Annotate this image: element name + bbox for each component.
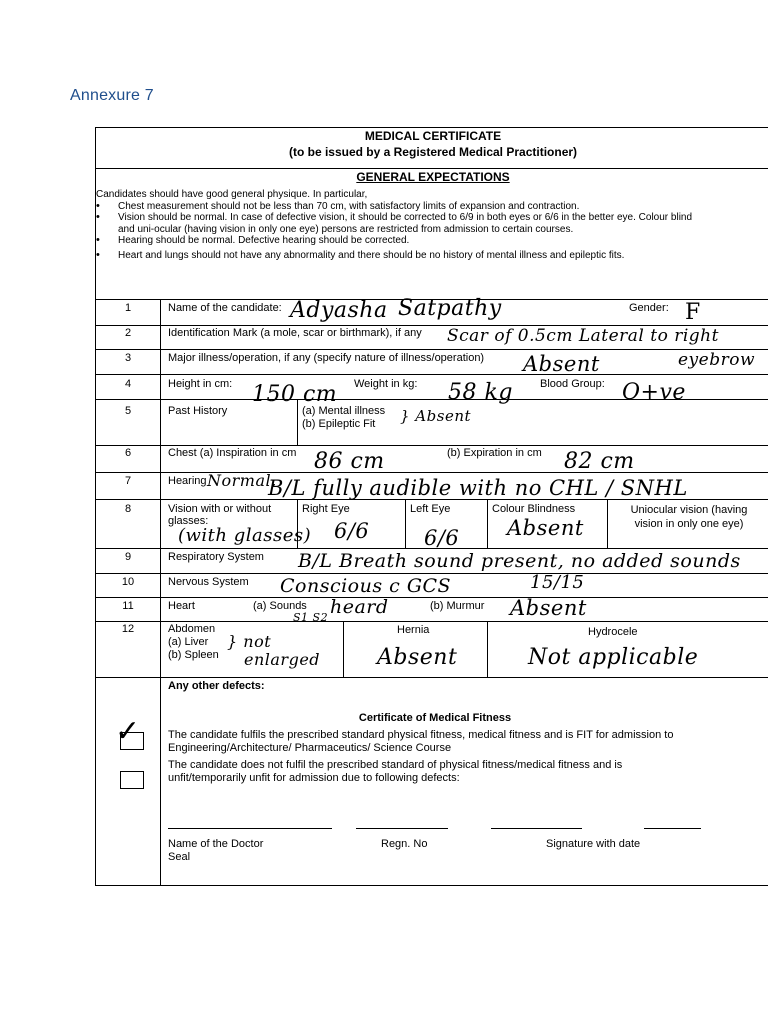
- unfit-statement-line2: unfit/temporarily unfit for admission due to following defects:: [168, 772, 460, 784]
- handwritten-murmur: Absent: [510, 596, 587, 620]
- row-number: 12: [121, 623, 135, 635]
- expectation-item: • Chest measurement should not be less than 70 cm, with satisfactory limits of expansion and contraction.: [96, 201, 736, 213]
- fit-statement: The candidate fulfils the prescribed standard physical fitness, medical fitness and is FIT for admission to: [168, 729, 674, 741]
- divider: [95, 168, 768, 169]
- divider: [95, 445, 768, 446]
- number-column-divider: [160, 299, 161, 886]
- row-number: 9: [124, 551, 132, 563]
- handwritten-respiratory: B/L Breath sound present, no added sounds: [298, 550, 741, 572]
- handwritten-illness: Absent: [523, 352, 600, 376]
- form-subtitle: (to be issued by a Registered Medical Practitioner): [288, 145, 578, 159]
- colour-blindness-label: Colour Blindness: [492, 503, 576, 515]
- row-number: 5: [124, 405, 132, 417]
- expectation-item-continued: and uni-ocular (having vision in only one eye) persons are restricted from admission to certain courses.: [118, 223, 574, 235]
- divider: [95, 621, 768, 622]
- handwritten-last-name: Satpathy: [398, 296, 502, 321]
- chest-inspiration-label: Chest (a) Inspiration in cm: [168, 447, 297, 459]
- regn-no-label: Regn. No: [381, 838, 428, 850]
- cell-divider: [343, 621, 344, 677]
- handwritten-right-eye: 6/6: [334, 519, 370, 543]
- row-number: 4: [124, 378, 132, 390]
- handwritten-s1s2: S1 S2: [293, 611, 329, 624]
- vision-label: Vision with or without: [168, 503, 272, 515]
- row-number: 6: [124, 447, 132, 459]
- check-mark-icon: ✓: [115, 714, 141, 749]
- handwritten-gender: F: [685, 300, 701, 325]
- cell-divider: [487, 499, 488, 548]
- fit-statement-line2: Engineering/Architecture/ Pharmaceutics/ Science Course: [168, 742, 452, 754]
- divider: [95, 597, 768, 598]
- handwritten-with-glasses: (with glasses): [178, 525, 312, 546]
- divider: [95, 472, 768, 473]
- expectations-intro: Candidates should have good general physique. In particular,: [96, 189, 368, 200]
- other-defects-label: Any other defects:: [168, 680, 265, 692]
- handwritten-nervous: Conscious c GCS: [280, 575, 452, 597]
- past-history-label: Past History: [168, 405, 228, 417]
- row-number: 8: [124, 503, 132, 515]
- uniocular-label-line2: vision in only one eye): [634, 518, 744, 530]
- candidate-name-label: Name of the candidate:: [168, 302, 282, 314]
- identification-mark-label: Identification Mark (a mole, scar or birthmark), if any: [168, 327, 422, 339]
- divider: [95, 374, 768, 375]
- heart-label: Heart: [168, 600, 195, 612]
- spleen-label: (b) Spleen: [168, 649, 219, 661]
- divider: [95, 573, 768, 574]
- certificate-title: Certificate of Medical Fitness: [358, 712, 512, 724]
- handwritten-identification-mark-2: eyebrow: [678, 350, 756, 370]
- handwritten-left-eye: 6/6: [424, 526, 460, 550]
- row-number: 11: [122, 600, 134, 612]
- unfit-statement: The candidate does not fulfil the prescribed standard of physical fitness/medical fitness and is: [168, 759, 623, 771]
- row-number: 10: [121, 576, 135, 588]
- handwritten-hearing-detail: B/L fully audible with no CHL / SNHL: [268, 476, 688, 500]
- respiratory-label: Respiratory System: [168, 551, 264, 563]
- divider: [95, 349, 768, 350]
- expectation-item: • Hearing should be normal. Defective hearing should be corrected.: [96, 235, 736, 247]
- handwritten-gcs: 15/15: [530, 572, 585, 593]
- vision-label-glasses: glasses:: [168, 515, 209, 527]
- handwritten-past-history: } Absent: [400, 407, 472, 425]
- annexure-label: Annexure 7: [70, 87, 154, 104]
- regn-line: [356, 828, 448, 829]
- handwritten-liver-spleen-2: enlarged: [244, 650, 321, 669]
- expectation-item: • Heart and lungs should not have any abnormality and there should be no history of mental illness and epileptic fits.: [96, 250, 736, 262]
- signature-label: Signature with date: [546, 838, 641, 850]
- handwritten-expiration: 82 cm: [564, 449, 635, 474]
- seal-label: Seal: [168, 851, 191, 863]
- row-number: 7: [124, 475, 132, 487]
- left-eye-label: Left Eye: [410, 503, 451, 515]
- expectation-item: • Vision should be normal. In case of defective vision, it should be corrected to 6/9 in both eyes or 6/6 in the better eye. Colour blind: [96, 212, 736, 224]
- divider: [95, 677, 768, 678]
- form-title: MEDICAL CERTIFICATE: [364, 129, 502, 143]
- handwritten-weight: 58 kg: [448, 380, 513, 405]
- doctor-name-label: Name of the Doctor: [168, 838, 264, 850]
- date-line: [644, 828, 701, 829]
- handwritten-height: 150 cm: [252, 382, 338, 407]
- blood-group-label: Blood Group:: [540, 378, 605, 390]
- nervous-system-label: Nervous System: [168, 576, 249, 588]
- abdomen-label: Abdomen: [168, 623, 216, 635]
- unfit-checkbox[interactable]: [120, 771, 144, 789]
- cell-divider: [405, 499, 406, 548]
- row-number: 2: [124, 327, 132, 339]
- hernia-label: Hernia: [397, 624, 430, 636]
- hydrocele-label: Hydrocele: [588, 626, 638, 638]
- liver-label: (a) Liver: [168, 636, 209, 648]
- handwritten-first-name: Adyasha: [290, 298, 388, 323]
- row-number: 1: [124, 302, 132, 314]
- cell-divider: [487, 621, 488, 677]
- hearing-label: Hearing: [168, 475, 207, 487]
- signature-line: [491, 828, 582, 829]
- handwritten-heart-heard: heard: [330, 596, 389, 618]
- gender-label: Gender:: [629, 302, 669, 314]
- expectations-list: [96, 189, 736, 261]
- height-label: Height in cm:: [168, 378, 233, 390]
- mental-illness-label: (a) Mental illness: [302, 405, 386, 417]
- handwritten-identification-mark: Scar of 0.5cm Lateral to right: [447, 326, 719, 346]
- heart-murmur-label: (b) Murmur: [430, 600, 485, 612]
- expectations-title: GENERAL EXPECTATIONS: [356, 170, 510, 184]
- handwritten-colour-blindness: Absent: [507, 516, 584, 540]
- right-eye-label: Right Eye: [302, 503, 350, 515]
- handwritten-inspiration: 86 cm: [314, 449, 385, 474]
- handwritten-hydrocele: Not applicable: [528, 645, 699, 670]
- row-number: 3: [124, 352, 132, 364]
- handwritten-blood-group: O+ve: [622, 380, 686, 405]
- handwritten-hearing-normal: Normal,: [207, 471, 277, 490]
- heart-sounds-label: (a) Sounds: [253, 600, 307, 612]
- uniocular-label: Uniocular vision (having: [630, 504, 748, 516]
- weight-label: Weight in kg:: [354, 378, 418, 390]
- major-illness-label: Major illness/operation, if any (specify nature of illness/operation): [168, 352, 485, 364]
- handwritten-hernia: Absent: [377, 645, 458, 670]
- chest-expiration-label: (b) Expiration in cm: [447, 447, 542, 459]
- doctor-name-line: [168, 828, 332, 829]
- epileptic-fit-label: (b) Epileptic Fit: [302, 418, 376, 430]
- handwritten-liver-spleen: } not: [227, 632, 272, 651]
